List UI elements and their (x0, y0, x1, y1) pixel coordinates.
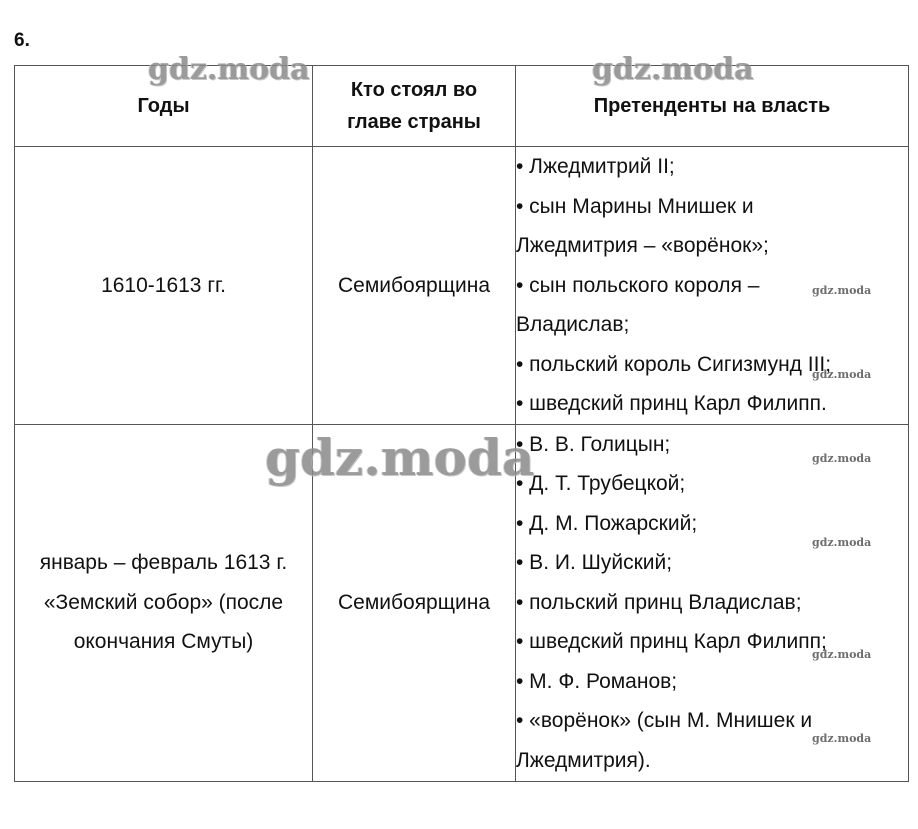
task-number: 6. (14, 30, 30, 51)
claimant-line: • шведский принц Карл Филипп. (516, 392, 827, 415)
claimant-line: Лжедмитрия – «ворёнок»; (516, 234, 769, 257)
watermark-text: gdz.moda (812, 732, 872, 745)
years-line: январь – февраль 1613 г. (39, 551, 288, 575)
watermark-text: gdz.moda (592, 52, 754, 87)
claimant-line: • В. И. Шуйский; (516, 551, 673, 575)
claimant-line: • сын польского короля – (516, 273, 760, 297)
table-row (15, 147, 909, 425)
claimant-line: Лжедмитрия). (516, 748, 651, 772)
years-line: окончания Смуты) (73, 630, 254, 654)
claimant-line: • Д. М. Пожарский; (516, 511, 698, 535)
claimants-cell (516, 147, 909, 425)
header-ruler-line: главе страны (347, 111, 481, 133)
claimant-line: • Лжедмитрий II; (516, 155, 675, 178)
claimant-line: • М. Ф. Романов; (516, 669, 678, 693)
claimant-line: • польский король Сигизмунд III; (516, 352, 832, 376)
header-claimants (516, 66, 909, 147)
header-ruler (313, 66, 516, 147)
claimant-line: • сын Марины Мнишек и (516, 194, 754, 218)
years-cell (15, 424, 313, 781)
claimants-cell (516, 424, 909, 781)
claimant-line: • «ворёнок» (сын М. Мнишек и (516, 709, 813, 733)
header-ruler-line: Кто стоял во (350, 79, 478, 101)
watermark-text: gdz.moda (812, 452, 872, 465)
claimant-line: • Д. Т. Трубецкой; (516, 472, 686, 496)
claimant-line: Владислав; (516, 313, 630, 336)
years-cell (15, 147, 313, 425)
watermark-text: gdz.moda (812, 284, 872, 297)
claimant-line: • шведский принц Карл Филипп; (516, 630, 827, 654)
answer-table (14, 65, 909, 782)
header-row (15, 66, 909, 147)
watermark-text: gdz.moda (812, 648, 872, 661)
watermark-text: gdz.moda (148, 52, 310, 87)
years-line: «Земский собор» (после (43, 590, 284, 614)
header-years-label: Годы (137, 95, 190, 117)
claimant-line: • В. В. Голицын; (516, 432, 671, 456)
header-years (15, 66, 313, 147)
watermark-text: gdz.moda (812, 536, 872, 549)
table-row (15, 424, 909, 781)
claimant-line: • польский принц Владислав; (516, 590, 802, 614)
watermark-text: gdz.moda (812, 368, 872, 381)
ruler-cell: Семибоярщина (313, 147, 516, 425)
years-line: 1610-1613 гг. (101, 273, 226, 297)
watermark-text: gdz.moda (265, 428, 535, 487)
header-claimants-label: Претенденты на власть (593, 95, 831, 117)
ruler-cell: Семибоярщина (313, 424, 516, 781)
